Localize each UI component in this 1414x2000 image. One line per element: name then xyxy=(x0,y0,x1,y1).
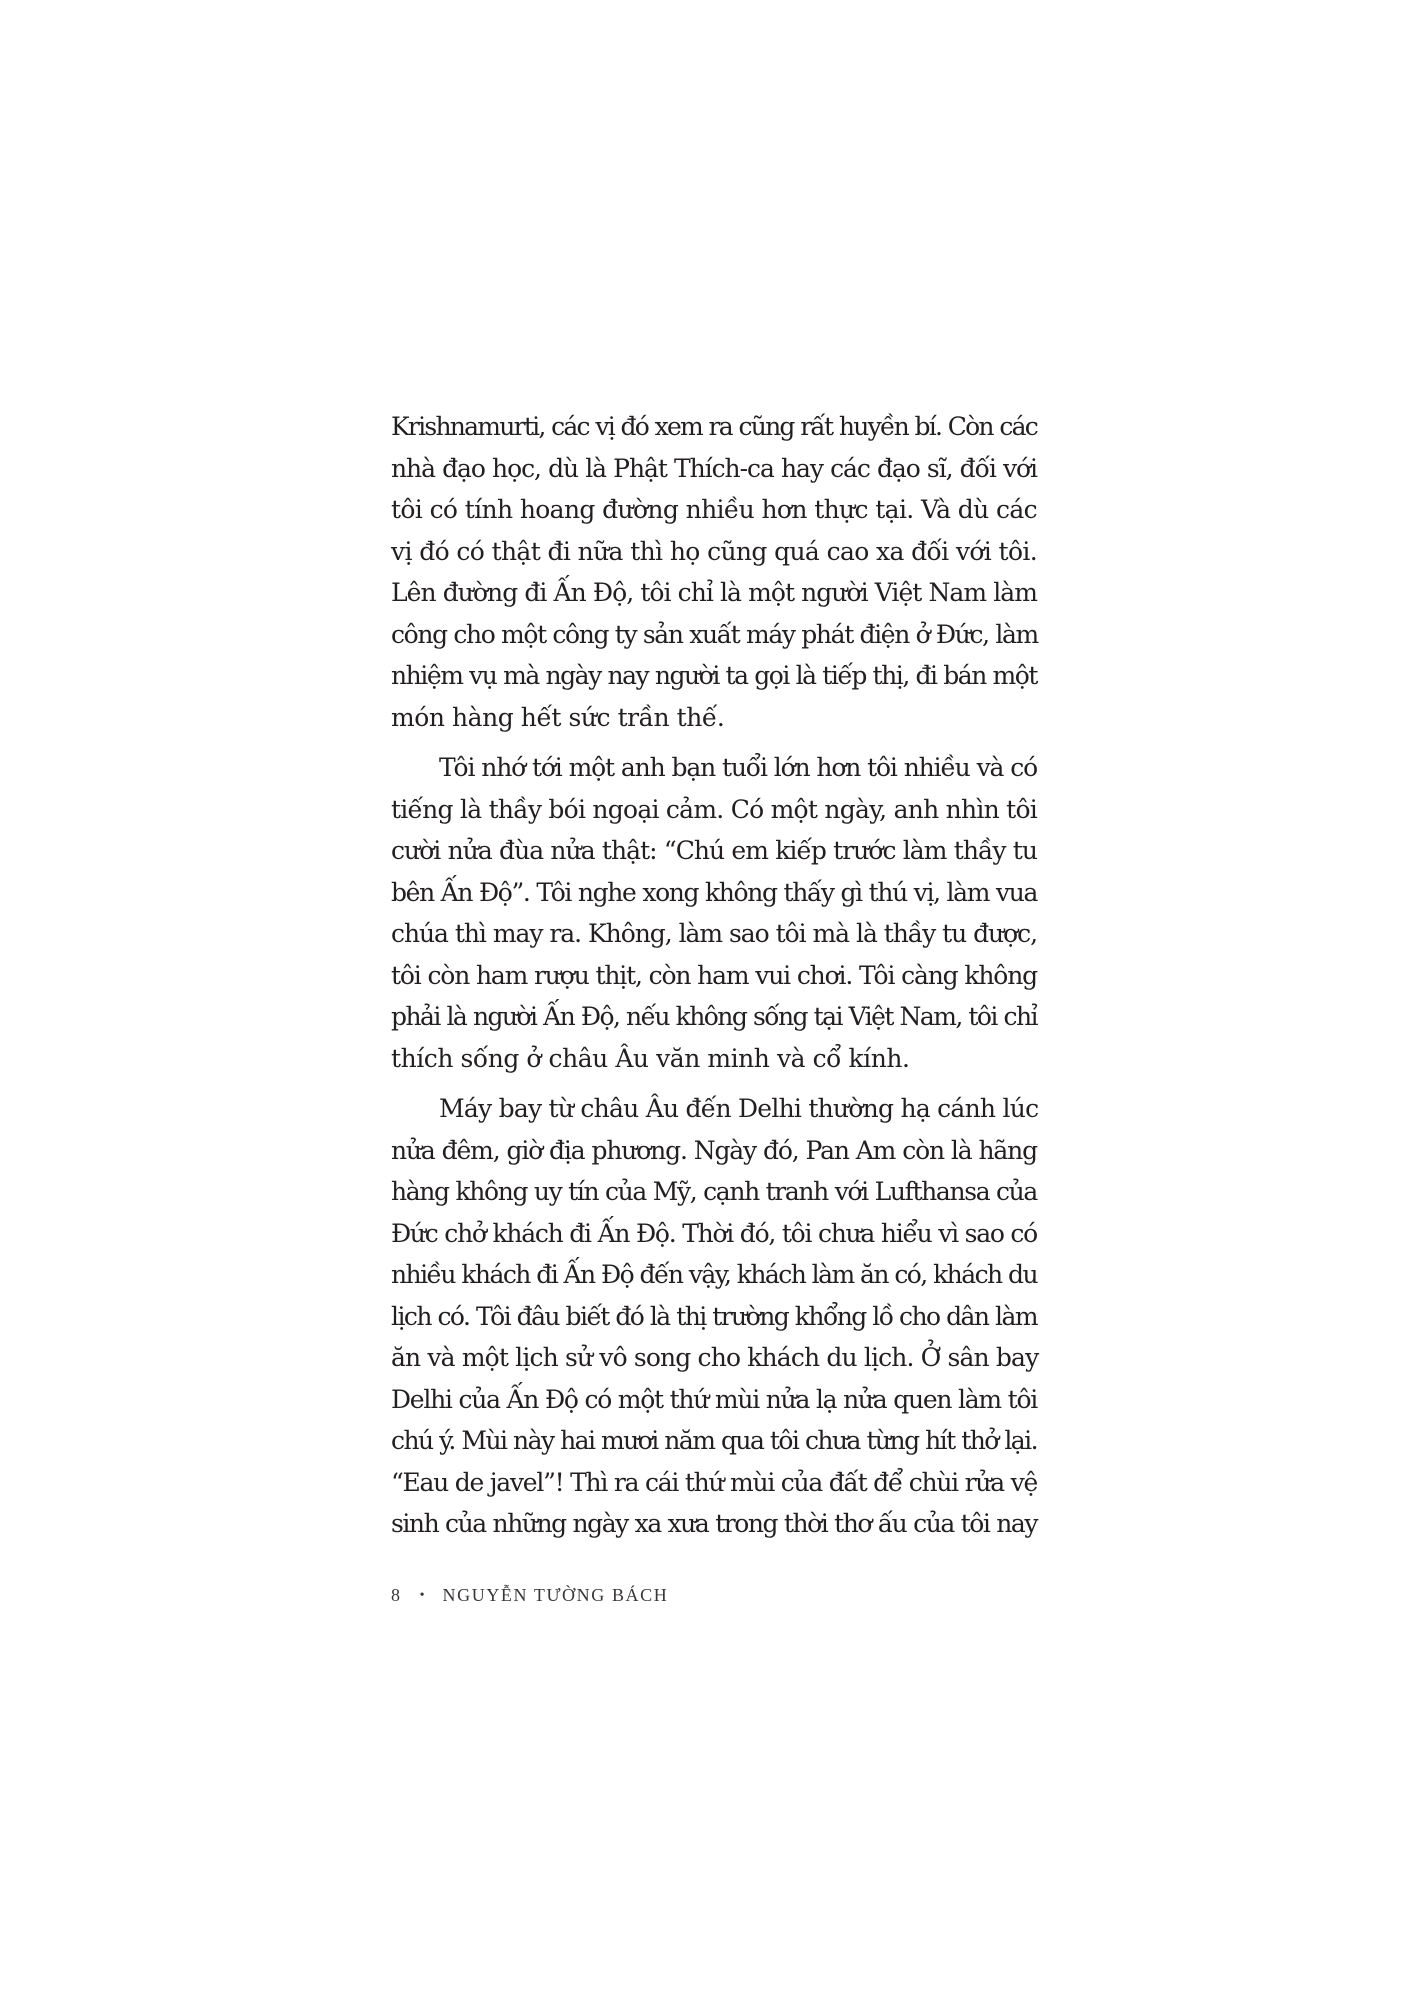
page-number: 8 xyxy=(391,1585,402,1605)
text-line: chú ý. Mùi này hai mươi năm qua tôi chưa từng hít thở lại. xyxy=(391,1426,1037,1455)
running-author: NGUYỄN TƯỜNG BÁCH xyxy=(442,1585,669,1605)
text-line: Delhi của Ấn Độ có một thứ mùi nửa lạ nửa quen làm tôi xyxy=(391,1384,1037,1414)
text-line: chúa thì may ra. Không, làm sao tôi mà là thầy tu được, xyxy=(391,919,1037,948)
text-line: Máy bay từ châu Âu đến Delhi thường hạ cánh lúc xyxy=(439,1094,1039,1123)
text-line: nhiệm vụ mà ngày nay người ta gọi là tiếp thị, đi bán một xyxy=(391,661,1037,690)
text-line: tôi có tính hoang đường nhiều hơn thực tại. Và dù các xyxy=(391,495,1037,524)
text-line: lịch có. Tôi đâu biết đó là thị trường khổng lồ cho dân làm xyxy=(391,1301,1037,1331)
text-line: “Eau de javel”! Thì ra cái thứ mùi của đất để chùi rửa vệ xyxy=(391,1467,1037,1497)
text-line: nhà đạo học, dù là Phật Thích-ca hay các đạo sĩ, đối với xyxy=(391,453,1037,483)
text-line: Krishnamurti, các vị đó xem ra cũng rất huyền bí. Còn các xyxy=(391,412,1037,441)
text-line: phải là người Ấn Độ, nếu không sống tại Việt Nam, tôi chỉ xyxy=(391,1002,1037,1031)
body-text xyxy=(391,406,1037,1545)
text-line: Tôi nhớ tới một anh bạn tuổi lớn hơn tôi nhiều và có xyxy=(439,753,1037,782)
text-line: nhiều khách đi Ấn Độ đến vậy, khách làm ăn có, khách du xyxy=(391,1260,1037,1289)
footer-separator: • xyxy=(419,1587,425,1603)
text-line: tiếng là thầy bói ngoại cảm. Có một ngày, anh nhìn tôi xyxy=(391,794,1037,824)
text-line: nửa đêm, giờ địa phương. Ngày đó, Pan Am còn là hãng xyxy=(391,1135,1037,1165)
text-line: Đức chở khách đi Ấn Độ. Thời đó, tôi chưa hiểu vì sao có xyxy=(391,1218,1037,1248)
text-line: tôi còn ham rượu thịt, còn ham vui chơi. Tôi càng không xyxy=(391,960,1037,990)
text-line: cười nửa đùa nửa thật: “Chú em kiếp trước làm thầy tu xyxy=(391,836,1037,865)
text-line: công cho một công ty sản xuất máy phát điện ở Đức, làm xyxy=(391,619,1038,649)
text-line: ăn và một lịch sử vô song cho khách du lịch. Ở sân bay xyxy=(391,1343,1039,1372)
paragraph-2 xyxy=(391,747,1037,1079)
text-line: món hàng hết sức trần thế. xyxy=(391,702,725,732)
paragraph-gap xyxy=(391,738,1037,747)
text-line: thích sống ở châu Âu văn minh và cổ kính. xyxy=(391,1043,910,1073)
page-footer xyxy=(391,1585,668,1606)
text-line: Lên đường đi Ấn Độ, tôi chỉ là một người Việt Nam làm xyxy=(391,578,1037,607)
paragraph-1 xyxy=(391,406,1037,738)
text-line: sinh của những ngày xa xưa trong thời thơ ấu của tôi nay xyxy=(391,1509,1037,1538)
text-line: hàng không uy tín của Mỹ, cạnh tranh với Lufthansa của xyxy=(391,1177,1037,1206)
text-line: vị đó có thật đi nữa thì họ cũng quá cao xa đối với tôi. xyxy=(391,536,1037,566)
paragraph-3 xyxy=(391,1088,1037,1545)
text-line: bên Ấn Độ”. Tôi nghe xong không thấy gì thú vị, làm vua xyxy=(391,877,1037,907)
paragraph-gap xyxy=(391,1079,1037,1088)
